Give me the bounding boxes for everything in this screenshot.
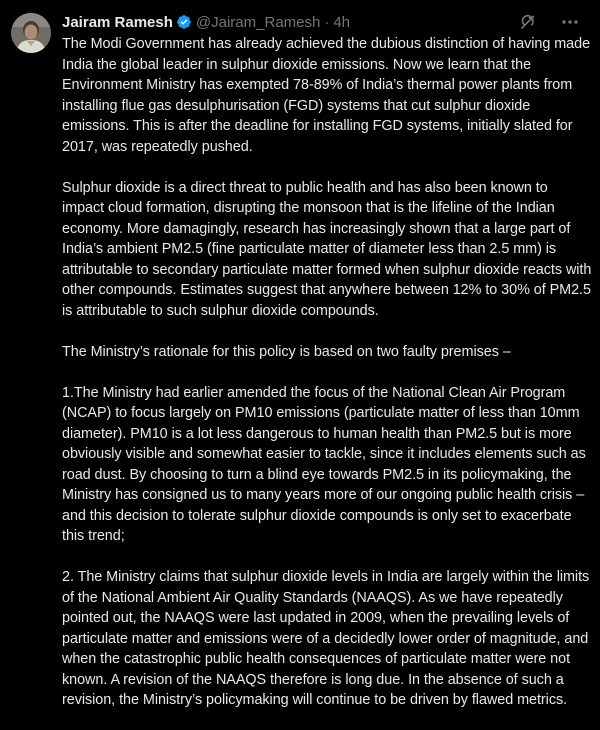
tweet-paragraph: 1.The Ministry had earlier amended the focus of the National Clean Air Program (NCAP) to focus largely on PM10 emissions (particulate matter of less than 10mm diameter). PM10 is a lot less dangerous to human health than PM2.5 but is more obviously visible and somewhat easier to tackle, since it includes elements such as road dust. By choosing to turn a blind eye towards PM2.5 in its policymaking, the Ministry has consigned us to many years more of our ongoing public health crisis – and this decision to tolerate sulphur dioxide compounds is only set to exacerbate this trend; [62,384,586,544]
more-icon[interactable] [560,12,580,32]
tweet-paragraph: 2. The Ministry claims that sulphur dioxide levels in India are largely within the limits of the National Ambient Air Quality Standards (NAAQS). As we have repeatedly pointed out, the NAAQS were last updated in 2009, when the prevailing levels of particulate matter and emissions were of a decidedly lower order of magnitude, and when the catastrophic public health consequences of particulate matter were not known. A revision of the NAAQS therefore is long due. In the absence of such a revision, the Ministry’s policymaking will continue to be driven by flawed metrics. [62,569,590,708]
grok-icon[interactable] [518,12,538,32]
timestamp[interactable]: 4h [333,13,351,31]
tweet-paragraph: Sulphur dioxide is a direct threat to public health and has also been known to impact cloud formation, disrupting the monsoon that is the lifeline of the Indian economy. More damagingly, research has increasingly shown that a large part of India’s ambient PM2.5 (fine particulate matter of diameter less than 2.5 mm) is attributable to secondary particulate matter formed when sulphur dioxide reacts with other compounds. Estimates suggest that anywhere between 12% to 30% of PM2.5 is attributable to such sulphur dioxide compounds. [62,179,592,319]
tweet-header [62,12,350,32]
verified-badge-icon [176,14,192,30]
avatar[interactable] [11,13,51,53]
author-name[interactable]: Jairam Ramesh [62,13,173,31]
separator-dot: · [324,13,330,31]
author-handle[interactable]: @Jairam_Ramesh [195,13,321,31]
tweet-paragraph: The Modi Government has already achieved the dubious distinction of having made India the global leader in sulphur dioxide emissions. Now we learn that the Environment Ministry has exempted 78-89% of India’s thermal power plants from installing flue gas desulphurisation (FGD) systems that cut sulphur dioxide emissions. This is after the deadline for installing FGD systems, initially slated for 2017, was repeatedly pushed. [62,36,591,155]
tweet-paragraph: The Ministry’s rationale for this policy is based on two faulty premises – [62,343,511,360]
avatar-image [11,13,51,53]
tweet-text [62,34,592,711]
